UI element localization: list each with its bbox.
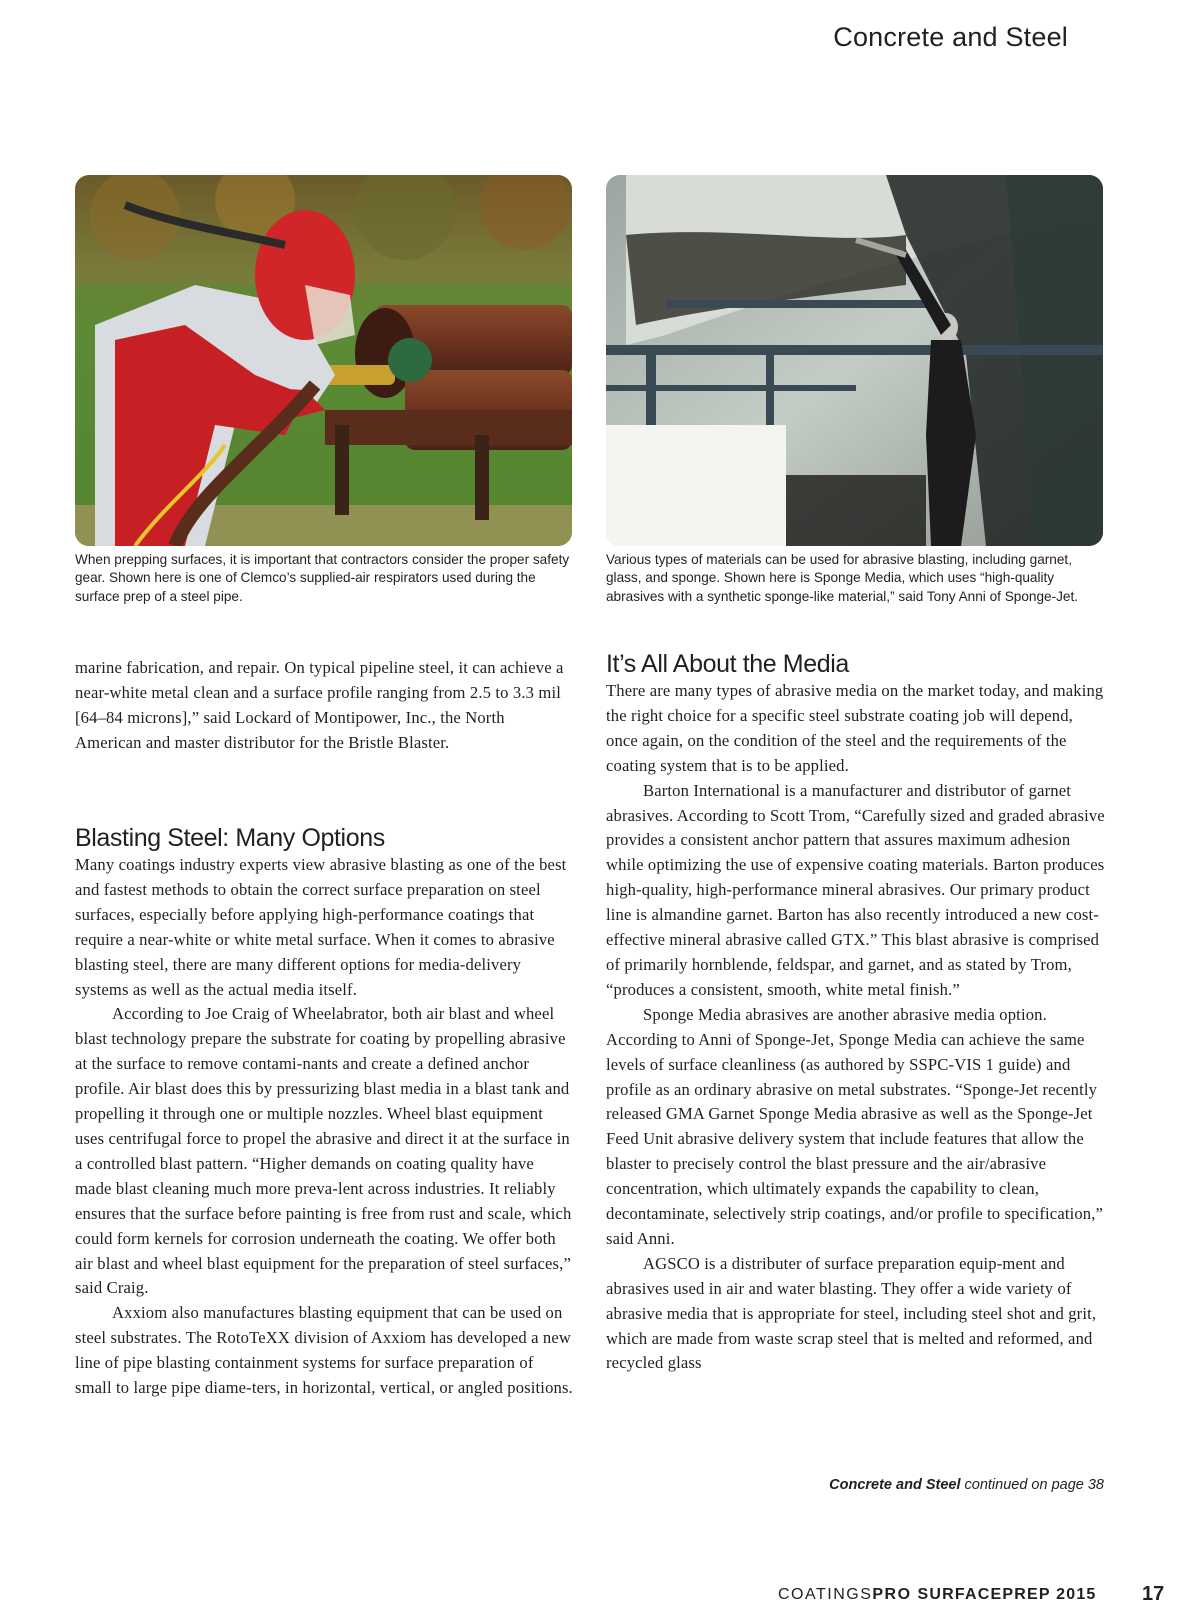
sponge-media-photo	[606, 175, 1103, 546]
brand-light: COATINGS	[778, 1586, 873, 1603]
section-heading: Blasting Steel: Many Options	[75, 824, 385, 852]
photo-caption-right: Various types of materials can be used for abrasive blasting, including garnet, glass, and sponge. Shown here is Sponge Media, which uses “high-quality abrasives with a synthetic sponge-like material,” said Tony Anni of Sponge-Jet.	[606, 552, 1079, 604]
continued-note	[829, 1477, 1104, 1493]
continued-suffix: continued on page 38	[960, 1477, 1104, 1493]
page-number: 17	[1142, 1583, 1165, 1605]
section-title: Concrete and Steel	[833, 22, 1068, 52]
body-paragraph: Axxiom also manufactures blasting equipment that can be used on steel substrates. The RotoTeXX division of Axxiom has developed a new line of pipe blasting containment systems for surface preparation of small to large pipe diame-ters, in horizontal, vertical, or angled positions.	[75, 1303, 573, 1398]
brand-bold: PRO	[872, 1586, 912, 1603]
body-paragraph: AGSCO is a distributer of surface preparation equip-ment and abrasives used in air and water blasting. They offer a wide variety of abrasive media that is appropriate for steel, including steel shot and grit, which are made from waste scrap steel that is melted and reformed, and recycled glass	[606, 1253, 1097, 1373]
section-heading: It’s All About the Media	[606, 650, 849, 678]
body-paragraph: There are many types of abrasive media on the market today, and making the right choice for a specific steel substrate coating job will depend, once again, on the condition of the steel and the requirements of the coating system that is to be applied.	[606, 681, 1104, 775]
safety-gear-photo	[75, 175, 572, 546]
issue-name: SURFACEPREP 2015	[917, 1586, 1097, 1603]
continued-label: Concrete and Steel	[829, 1477, 961, 1493]
left-column	[75, 823, 573, 1401]
body-paragraph: Many coatings industry experts view abrasive blasting as one of the best and fastest methods to obtain the correct surface preparation on steel surfaces, especially before applying high-performance coatings that require a near-white or white metal surface. When it comes to abrasive blasting steel, there are many different options for media-delivery systems as well as the actual media itself.	[75, 855, 567, 999]
magazine-brand	[778, 1586, 1097, 1604]
right-column	[606, 649, 1106, 1376]
left-column-intro	[75, 656, 573, 756]
body-paragraph: marine fabrication, and repair. On typical pipeline steel, it can achieve a near-white metal clean and a surface profile ranging from 2.5 to 3.3 mil [64–84 microns],” said Lockard of Montipower, Inc., the North American and master distributor for the Bristle Blaster.	[75, 658, 564, 752]
page-footer	[0, 1583, 1200, 1606]
body-paragraph: Sponge Media abrasives are another abrasive media option. According to Anni of Sponge-Jet, Sponge Media can achieve the same levels of surface cleanliness (as authored by SSPC-VIS 1 guide) and profile as an ordinary abrasive on metal substrates. “Sponge-Jet recently released GMA Garnet Sponge Media abrasive as well as the Sponge-Jet Feed Unit abrasive delivery system that include features that allow the blaster to precisely control the blast pressure and the air/abrasive concentration, which ultimately expands the capability to clean, decontaminate, selectively strip coatings, and/or profile to specification,” said Anni.	[606, 1004, 1104, 1248]
body-paragraph: Barton International is a manufacturer and distributor of garnet abrasives. According to Scott Trom, “Carefully sized and graded abrasive provides a consistent anchor pattern that assures maximum adhesion while optimizing the use of expensive coating materials. Barton produces high-quality, high-performance mineral abrasives. Our primary product line is almandine garnet. Barton has also recently introduced a new cost-effective mineral abrasive called GTX.” This blast abrasive is comprised of primarily hornblende, feldspar, and garnet, and as stated by Trom, “produces a consistent, smooth, white metal finish.”	[606, 780, 1105, 999]
body-paragraph: According to Joe Craig of Wheelabrator, both air blast and wheel blast technology prepare the substrate for coating by propelling abrasive at the surface to remove contami-nants and create a defined anchor profile. Air blast does this by pressurizing blast media in a blast tank and propelling it through one or multiple nozzles. Wheel blast equipment uses centrifugal force to propel the abrasive and direct it at the surface in a controlled blast pattern. “Higher demands on coating quality have made blast cleaning much more preva-lent across industries. It reliably ensures that the surface before painting is free from rust and scale, which could form kernels for corrosion underneath the coating. We offer both air blast and wheel blast equipment for the preparation of steel surfaces,” said Craig.	[75, 1004, 572, 1298]
photo-caption-left: When prepping surfaces, it is important that contractors consider the proper safety gear. Shown here is one of Clemco’s supplied-air respirators used during the surface prep of a steel pipe.	[75, 552, 570, 604]
